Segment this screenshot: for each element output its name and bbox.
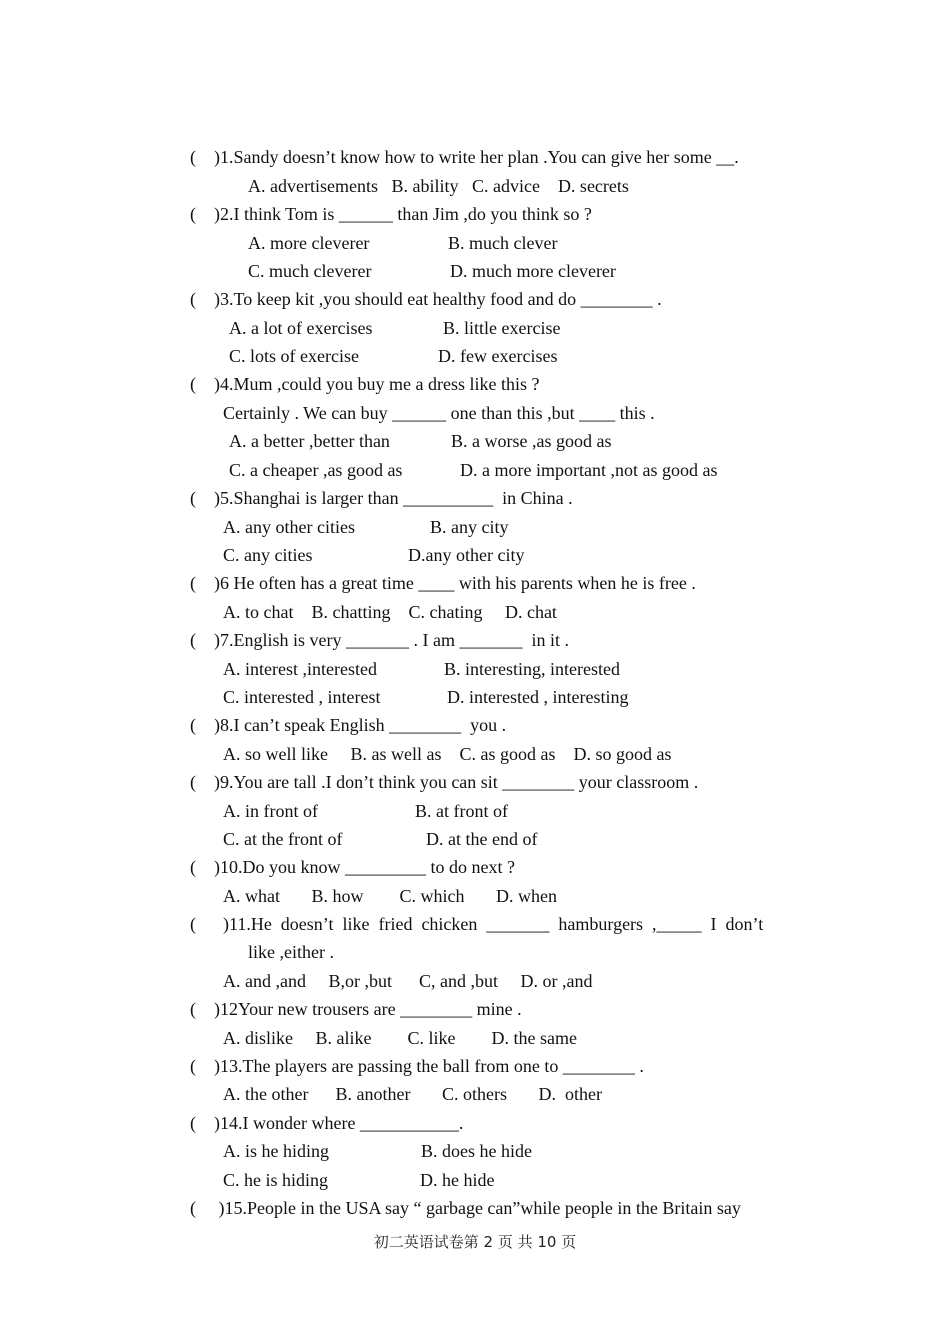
question-9-option-d: D. at the end of (426, 829, 538, 849)
question-5-option-c: C. any cities (223, 545, 313, 565)
question-7-option-d: D. interested , interesting (447, 687, 629, 707)
page-footer: 初二英语试卷第 2 页 共 10 页 (373, 1233, 577, 1251)
question-15-stem: ( )15.People in the USA say “ garbage can”while people in the Britain say (190, 1198, 741, 1218)
question-5-option-b: B. any city (430, 517, 509, 537)
question-13-stem: ( )13.The players are passing the ball from one to ________ . (190, 1056, 644, 1076)
question-14-stem: ( )14.I wonder where ___________. (190, 1113, 464, 1133)
question-9-option-c: C. at the front of (223, 829, 343, 849)
question-9-option-a: A. in front of (223, 801, 318, 821)
question-14-option-d: D. he hide (420, 1170, 495, 1190)
question-14-option-a: A. is he hiding (223, 1141, 329, 1161)
question-3-option-b: B. little exercise (443, 318, 561, 338)
question-5-option-d: D.any other city (408, 545, 525, 565)
question-4-stem: ( )4.Mum ,could you buy me a dress like this ? (190, 374, 540, 394)
question-2-option-d: D. much more cleverer (450, 261, 616, 281)
question-11-options: A. and ,and B,or ,but C, and ,but D. or ,and (223, 971, 593, 991)
question-1-stem: ( )1.Sandy doesn’t know how to write her plan .You can give her some __. (190, 147, 739, 167)
question-10-options: A. what B. how C. which D. when (223, 886, 557, 906)
question-6-stem: ( )6 He often has a great time ____ with his parents when he is free . (190, 573, 696, 593)
question-2-option-b: B. much clever (448, 233, 558, 253)
question-3-option-d: D. few exercises (438, 346, 558, 366)
question-5-stem: ( )5.Shanghai is larger than __________ in China . (190, 488, 573, 508)
question-1-options: A. advertisements B. ability C. advice D. secrets (248, 176, 629, 196)
question-4-option-a: A. a better ,better than (229, 431, 390, 451)
question-5-option-a: A. any other cities (223, 517, 355, 537)
question-3-stem: ( )3.To keep kit ,you should eat healthy food and do ________ . (190, 289, 662, 309)
question-6-options: A. to chat B. chatting C. chating D. chat (223, 602, 557, 622)
question-3-option-a: A. a lot of exercises (229, 318, 373, 338)
question-4-option-d: D. a more important ,not as good as (460, 460, 718, 480)
question-14-option-c: C. he is hiding (223, 1170, 329, 1190)
question-10-stem: ( )10.Do you know _________ to do next ? (190, 857, 515, 877)
question-4-dialogue: Certainly . We can buy ______ one than this ,but ____ this . (223, 403, 655, 423)
question-2-stem: ( )2.I think Tom is ______ than Jim ,do you think so ? (190, 204, 592, 224)
question-3-option-c: C. lots of exercise (229, 346, 359, 366)
question-11-stem: ( )11.He doesn’t like fried chicken _______ hamburgers ,_____ I don’t (190, 914, 764, 934)
question-2-option-c: C. much cleverer (248, 261, 372, 281)
question-8-options: A. so well like B. as well as C. as good as D. so good as (223, 744, 672, 764)
question-13-options: A. the other B. another C. others D. other (223, 1084, 602, 1104)
question-7-option-a: A. interest ,interested (223, 659, 377, 679)
question-7-option-c: C. interested , interest (223, 687, 381, 707)
question-4-option-c: C. a cheaper ,as good as (229, 460, 403, 480)
question-9-stem: ( )9.You are tall .I don’t think you can sit ________ your classroom . (190, 772, 699, 792)
question-12-options: A. dislike B. alike C. like D. the same (223, 1028, 577, 1048)
question-8-stem: ( )8.I can’t speak English ________ you . (190, 715, 507, 735)
question-7-option-b: B. interesting, interested (444, 659, 620, 679)
question-11-stem-continued: like ,either . (248, 942, 334, 962)
question-4-option-b: B. a worse ,as good as (451, 431, 612, 451)
question-9-option-b: B. at front of (415, 801, 508, 821)
question-14-option-b: B. does he hide (421, 1141, 532, 1161)
question-2-option-a: A. more cleverer (248, 233, 370, 253)
question-12-stem: ( )12Your new trousers are ________ mine . (190, 999, 522, 1019)
question-7-stem: ( )7.English is very _______ . I am _______ in it . (190, 630, 569, 650)
